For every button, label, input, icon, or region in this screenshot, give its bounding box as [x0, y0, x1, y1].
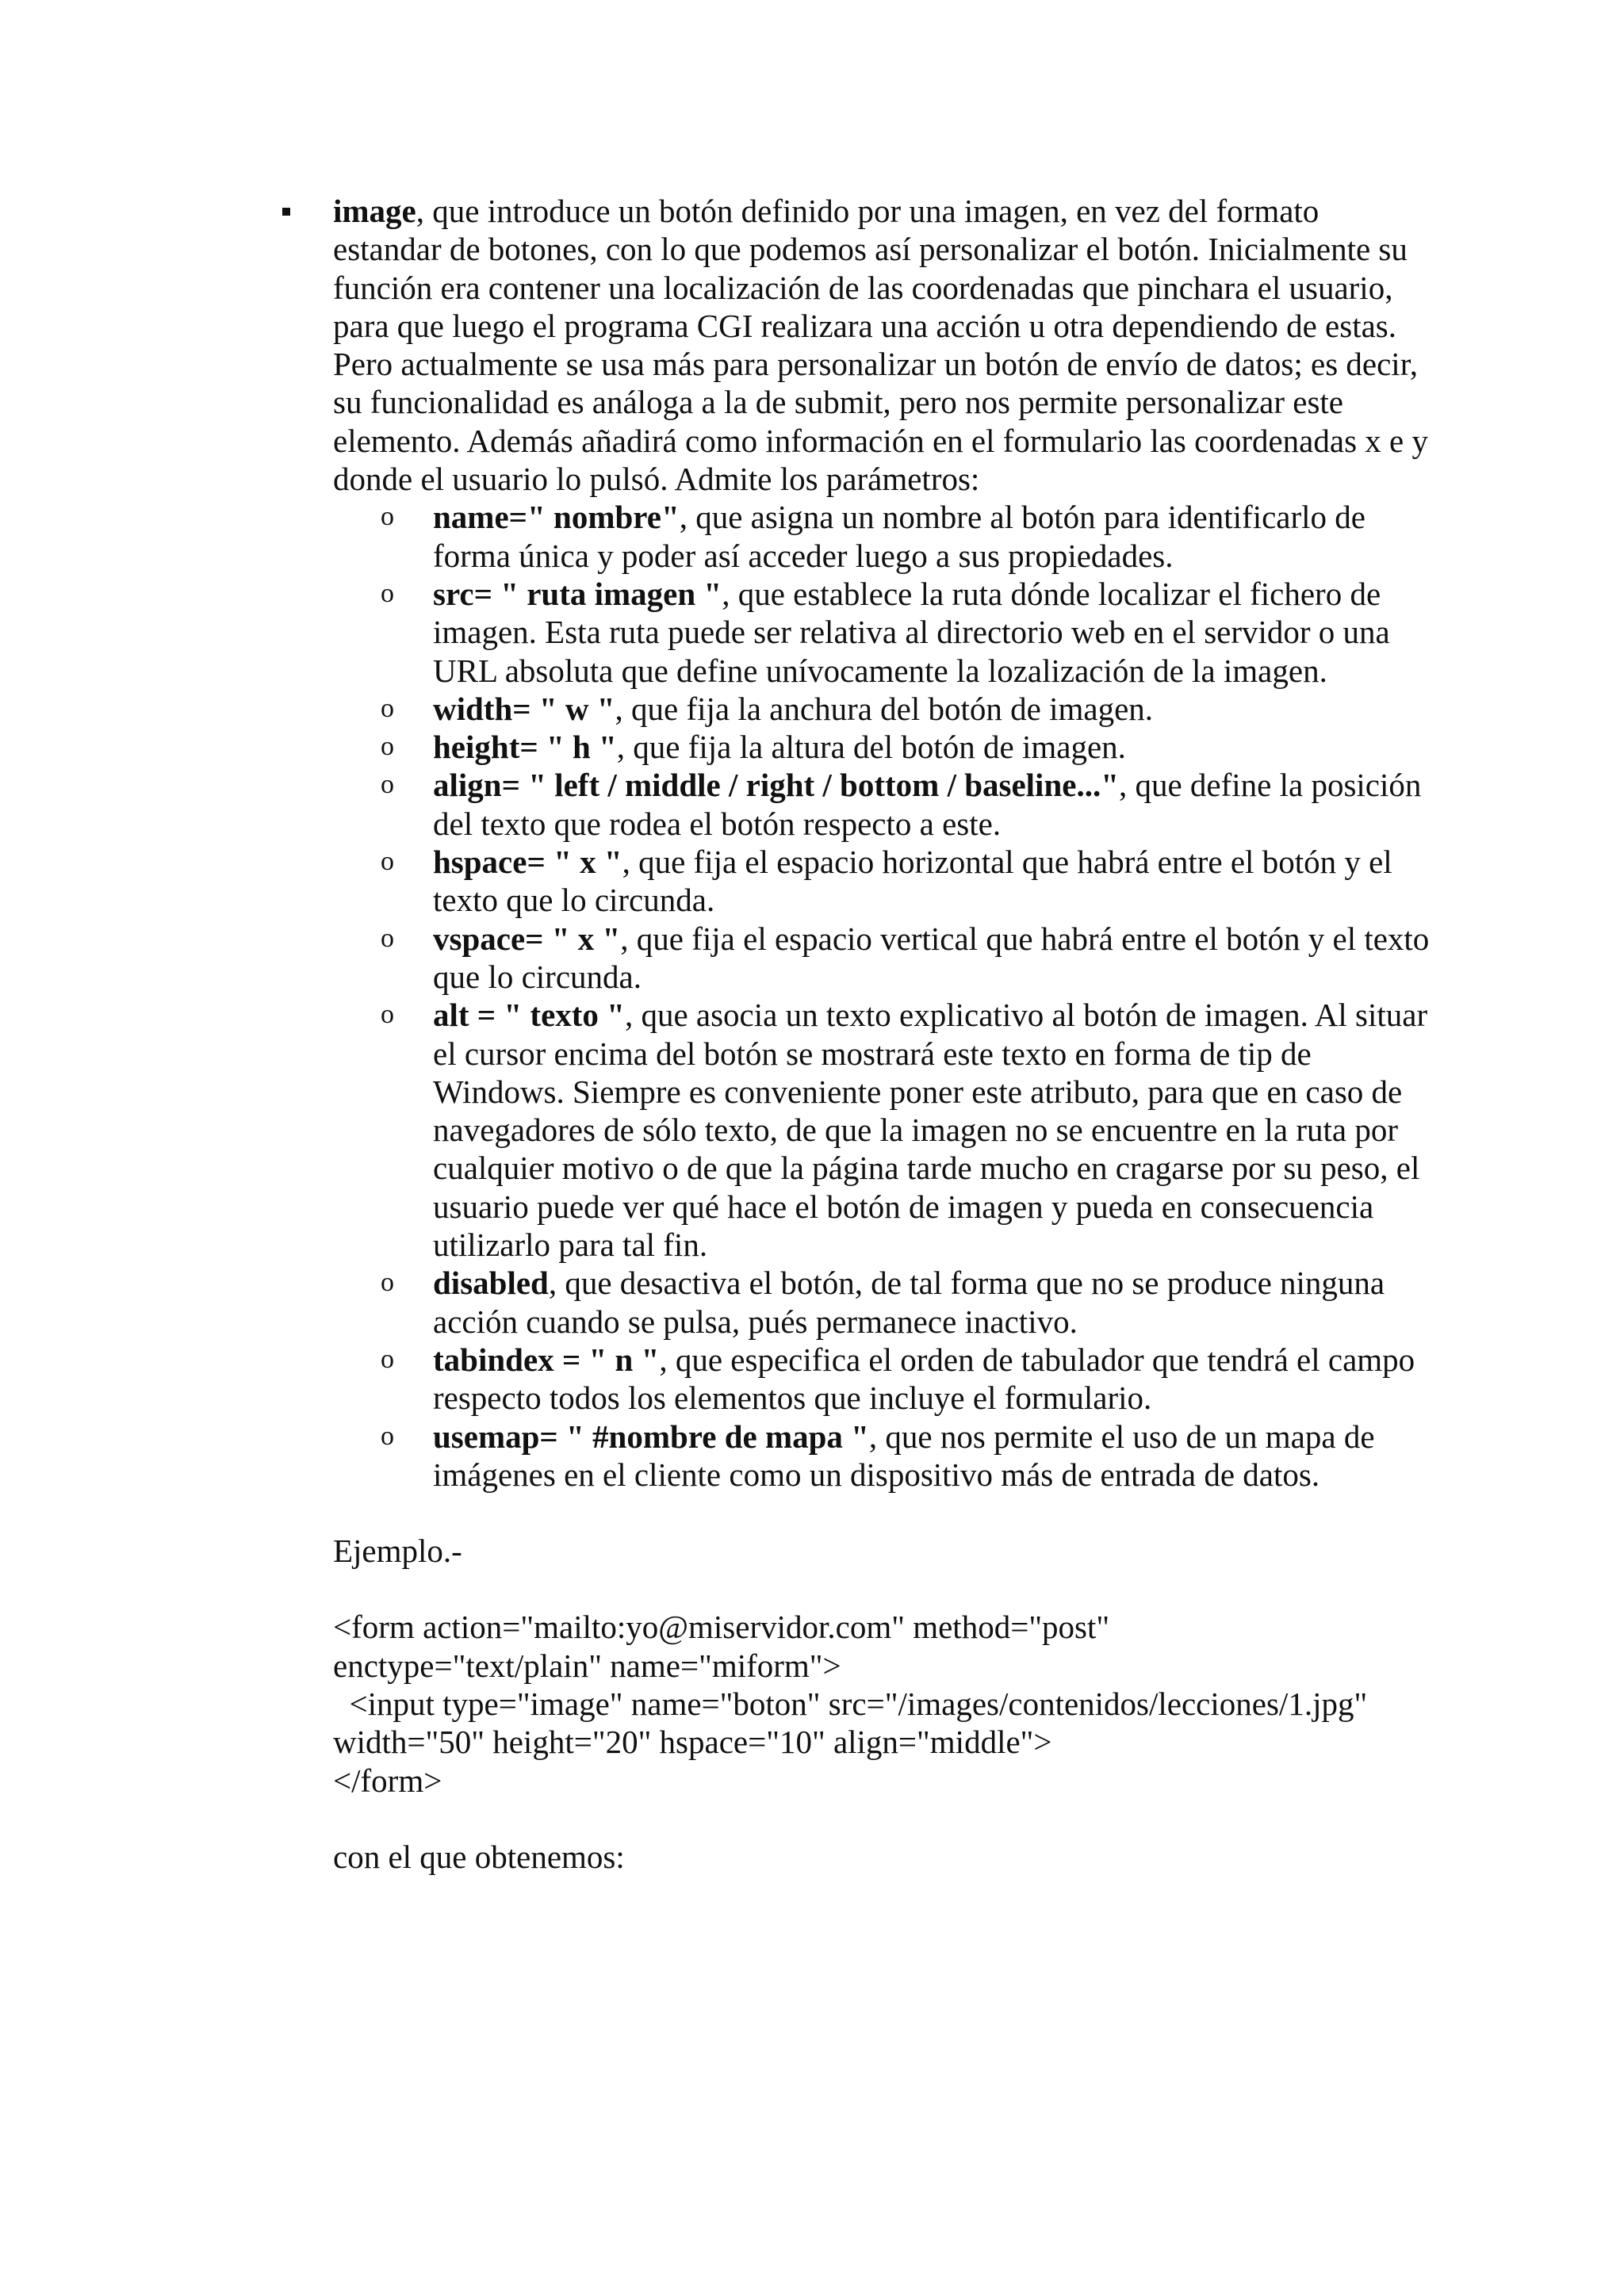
param-description: , que fija la altura del botón de imagen.: [616, 729, 1126, 766]
param-term: tabindex = " n ": [433, 1341, 660, 1378]
param-description: , que fija la anchura del botón de imagen.: [615, 690, 1154, 727]
param-description: , que desactiva el botón, de tal forma que no se produce ninguna acción cuando se pulsa, pués permanece inactivo.: [433, 1265, 1385, 1340]
param-term: usemap= " #nombre de mapa ": [433, 1418, 869, 1455]
param-term: height= " h ": [433, 729, 617, 766]
param-item-vspace: [333, 920, 1432, 997]
circle-bullet-icon: o: [381, 1344, 394, 1374]
closing-text: con el que obtenemos:: [333, 1838, 625, 1875]
param-description: , que asigna un nombre al botón para identificarlo de forma única y poder así acceder luego a sus propiedades.: [433, 499, 1365, 574]
code-line: </form>: [333, 1762, 442, 1799]
param-description: , que establece la ruta dónde localizar el fichero de imagen. Esta ruta puede ser relativa al directorio web en el servidor o una URL absoluta que define unívocamente la lozalización de la imagen.: [433, 575, 1390, 689]
page-content: [282, 192, 1432, 1876]
param-item-alt: [333, 996, 1432, 1264]
list-item-image: [282, 192, 1432, 1494]
param-item-height: [333, 728, 1432, 766]
circle-bullet-icon: o: [381, 732, 394, 762]
param-item-width: [333, 690, 1432, 728]
term-image: image: [333, 193, 416, 229]
circle-bullet-icon: o: [381, 1268, 394, 1298]
param-item-src: [333, 575, 1432, 690]
param-description: , que define la posición del texto que rodea el botón respecto a este.: [433, 767, 1422, 842]
code-line: width="50" height="20" hspace="10" align="middle">: [333, 1724, 1052, 1761]
param-term: width= " w ": [433, 690, 615, 727]
param-description: , que fija el espacio vertical que habrá entre el botón y el texto que lo circunda.: [433, 920, 1430, 995]
param-item-align: [333, 766, 1432, 843]
param-description: , que nos permite el uso de un mapa de imágenes en el cliente como un dispositivo más de entrada de datos.: [433, 1418, 1375, 1493]
code-line: <input type="image" name="boton" src="/images/contenidos/lecciones/1.jpg": [333, 1685, 1368, 1722]
param-item-hspace: [333, 843, 1432, 920]
param-item-name: [333, 498, 1432, 575]
param-term: name=" nombre": [433, 499, 680, 536]
circle-bullet-icon: o: [381, 1421, 394, 1451]
param-item-usemap: [333, 1418, 1432, 1494]
param-term: disabled: [433, 1265, 549, 1302]
param-description: , que asocia un texto explicativo al botón de imagen. Al situar el cursor encima del botón se mostrará este texto en forma de tip de Windows. Siempre es conveniente poner este atributo, para que en caso de navegadores de sólo texto, de que la imagen no se encuentre en la ruta por cualquier motivo o de que la página tarde mucho en cragarse por su peso, el usuario puede ver qué hace el botón de imagen y pueda en consecuencia utilizarlo para tal fin.: [433, 997, 1428, 1264]
param-item-tabindex: [333, 1341, 1432, 1418]
code-line: enctype="text/plain" name="miform">: [333, 1647, 841, 1684]
param-item-disabled: [333, 1264, 1432, 1341]
square-bullet-icon: [282, 208, 290, 216]
item-description: , que introduce un botón definido por una imagen, en vez del formato estandar de botones, con lo que podemos así personalizar el botón. Inicialmente su función era contener una localización de las coordenadas que pinchara el usuario, para que luego el programa CGI realizara una acción u otra dependiendo de estas. Pero actualmente se usa más para personalizar un botón de envío de datos; es decir, su funcionalidad es análoga a la de submit, pero nos permite personalizar este elemento. Además añadirá como información en el formulario las coordenadas x e y donde el usuario lo pulsó. Admite los parámetros:: [333, 193, 1428, 498]
param-term: hspace= " x ": [433, 844, 622, 881]
circle-bullet-icon: o: [381, 1000, 394, 1030]
list-item-paragraph: [333, 192, 1432, 498]
circle-bullet-icon: o: [381, 847, 394, 877]
circle-bullet-icon: o: [381, 693, 394, 723]
circle-bullet-icon: o: [381, 923, 394, 953]
param-description: , que fija el espacio horizontal que habrá entre el botón y el texto que lo circunda.: [433, 844, 1392, 919]
param-term: align= " left / middle / right / bottom / baseline...": [433, 767, 1119, 804]
circle-bullet-icon: o: [381, 502, 394, 532]
code-line: <form action="mailto:yo@miservidor.com" method="post": [333, 1609, 1110, 1646]
param-term: vspace= " x ": [433, 920, 621, 957]
code-example: [282, 1608, 1432, 1799]
circle-bullet-icon: o: [381, 770, 394, 800]
parameter-list: [333, 498, 1432, 1494]
param-term: alt = " texto ": [433, 997, 625, 1034]
example-heading: Ejemplo.-: [333, 1533, 462, 1570]
param-description: , que especifica el orden de tabulador que tendrá el campo respecto todos los elementos que incluye el formulario.: [433, 1341, 1415, 1417]
circle-bullet-icon: o: [381, 578, 394, 608]
param-term: src= " ruta imagen ": [433, 575, 722, 612]
